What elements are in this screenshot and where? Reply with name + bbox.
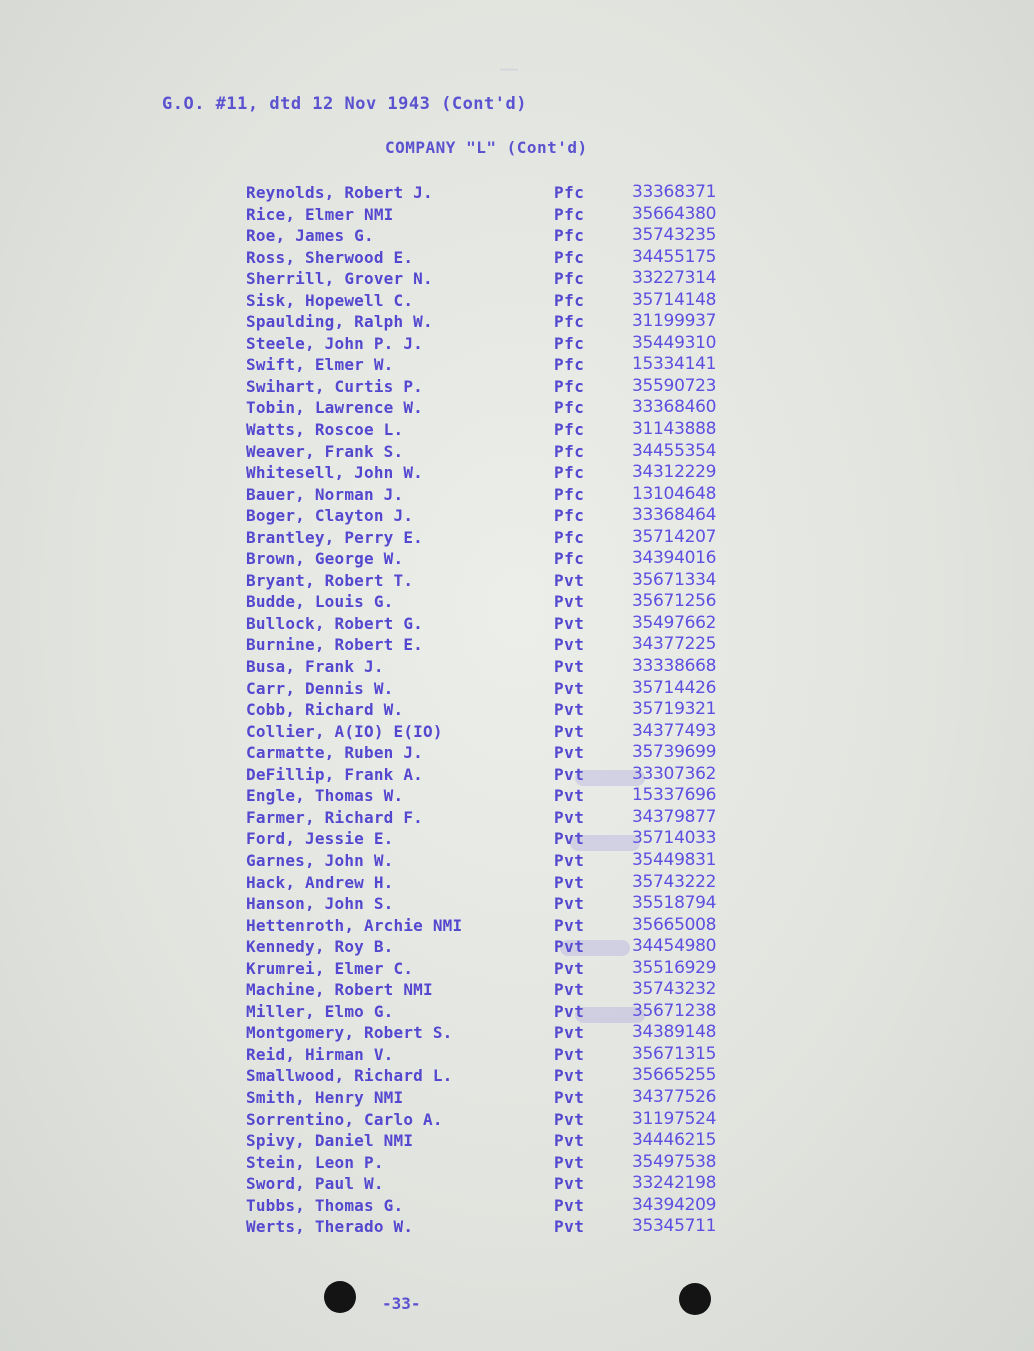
- roster-row: [246, 1173, 766, 1195]
- soldier-rank: Pvt: [554, 958, 585, 978]
- serial-number: 35714148: [632, 289, 717, 310]
- roster-row: [246, 678, 766, 700]
- roster-row: [246, 376, 766, 398]
- soldier-rank: Pfc: [554, 183, 585, 202]
- soldier-rank: Pfc: [554, 247, 585, 267]
- soldier-rank: Pvt: [554, 1174, 585, 1194]
- soldier-name: Carmatte, Ruben J.: [246, 743, 423, 763]
- serial-number: 35590723: [632, 375, 717, 396]
- roster-row: [246, 591, 766, 613]
- soldier-rank: Pfc: [554, 204, 585, 224]
- soldier-rank: Pfc: [554, 226, 585, 246]
- soldier-rank: Pvt: [554, 1195, 585, 1215]
- soldier-name: Sorrentino, Carlo A.: [246, 1109, 443, 1129]
- soldier-name: Burnine, Robert E.: [246, 635, 423, 655]
- serial-number: 31143888: [632, 419, 717, 440]
- soldier-name: Collier, A(IO) E(IO): [246, 721, 443, 741]
- serial-number: 33368460: [632, 397, 717, 418]
- serial-number: 35664380: [632, 203, 717, 224]
- soldier-rank: Pfc: [554, 312, 585, 332]
- soldier-name: Hanson, John S.: [246, 894, 394, 914]
- soldier-rank: Pfc: [554, 376, 585, 396]
- soldier-rank: Pvt: [554, 657, 585, 677]
- soldier-rank: Pfc: [554, 269, 585, 289]
- soldier-rank: Pfc: [554, 463, 585, 483]
- roster-row: [246, 958, 766, 980]
- soldier-name: Smith, Henry NMI: [246, 1087, 404, 1107]
- serial-number: 33368371: [632, 182, 717, 202]
- roster-row: [246, 204, 766, 226]
- soldier-name: Farmer, Richard F.: [246, 807, 423, 827]
- soldier-rank: Pvt: [554, 872, 585, 892]
- soldier-rank: Pvt: [554, 700, 585, 720]
- soldier-name: Cobb, Richard W.: [246, 700, 404, 720]
- soldier-name: Kennedy, Roy B.: [246, 937, 394, 957]
- soldier-rank: Pvt: [554, 1152, 585, 1172]
- soldier-name: Garnes, John W.: [246, 850, 394, 870]
- soldier-name: Sisk, Hopewell C.: [246, 290, 414, 310]
- roster-row: [246, 247, 766, 269]
- soldier-name: Roe, James G.: [246, 226, 374, 246]
- roster-row: [246, 742, 766, 764]
- roster-row: [246, 1001, 766, 1023]
- soldier-rank: Pvt: [554, 937, 585, 957]
- serial-number: 35665008: [632, 914, 717, 935]
- serial-number: 13104648: [632, 483, 717, 504]
- ink-smudge: [575, 770, 645, 786]
- roster-row: [246, 699, 766, 721]
- roster-row: [246, 268, 766, 290]
- soldier-rank: Pvt: [554, 592, 585, 612]
- serial-number: 34377526: [632, 1086, 717, 1107]
- serial-number: 35743222: [632, 871, 717, 892]
- soldier-rank: Pvt: [554, 1001, 585, 1021]
- soldier-rank: Pvt: [554, 786, 585, 806]
- ink-smudge: [570, 835, 640, 851]
- serial-number: 35719321: [632, 699, 717, 720]
- soldier-name: Reid, Hirman V.: [246, 1044, 394, 1064]
- soldier-name: Rice, Elmer NMI: [246, 204, 394, 224]
- soldier-name: Bullock, Robert G.: [246, 613, 423, 633]
- serial-number: 34377493: [632, 720, 717, 741]
- roster-row: [246, 785, 766, 807]
- roster-row: [246, 915, 766, 937]
- soldier-rank: Pvt: [554, 678, 585, 698]
- serial-number: 34455354: [632, 440, 717, 461]
- punch-hole-left: [324, 1281, 356, 1313]
- soldier-name: Reynolds, Robert J.: [246, 183, 433, 202]
- serial-number: 33242198: [632, 1173, 717, 1194]
- roster-row: [246, 872, 766, 894]
- soldier-name: Montgomery, Robert S.: [246, 1023, 453, 1043]
- serial-number: 35714207: [632, 526, 717, 547]
- soldier-name: Ford, Jessie E.: [246, 829, 394, 849]
- roster-row: [246, 828, 766, 850]
- soldier-rank: Pvt: [554, 1217, 585, 1237]
- roster-row: [246, 290, 766, 312]
- roster-row: [246, 807, 766, 829]
- soldier-rank: Pvt: [554, 764, 585, 784]
- serial-number: 34394016: [632, 548, 717, 569]
- soldier-rank: Pvt: [554, 1087, 585, 1107]
- serial-number: 35714033: [632, 828, 717, 849]
- serial-number: 34394209: [632, 1194, 717, 1215]
- serial-number: 15337696: [632, 785, 717, 806]
- serial-number: 35449310: [632, 332, 717, 353]
- soldier-name: Machine, Robert NMI: [246, 980, 433, 1000]
- serial-number: 35449831: [632, 849, 717, 870]
- general-order-heading: G.O. #11, dtd 12 Nov 1943 (Cont'd): [162, 94, 527, 114]
- company-heading: COMPANY "L" (Cont'd): [385, 138, 588, 157]
- soldier-name: Smallwood, Richard L.: [246, 1066, 453, 1086]
- soldier-rank: Pvt: [554, 915, 585, 935]
- serial-number: 33307362: [632, 763, 717, 784]
- serial-number: 15334141: [632, 354, 717, 375]
- serial-number: 35743235: [632, 225, 717, 246]
- serial-number: 34379877: [632, 806, 717, 827]
- soldier-rank: Pvt: [554, 743, 585, 763]
- soldier-name: Budde, Louis G.: [246, 592, 394, 612]
- roster-row: [246, 764, 766, 786]
- serial-number: 35671315: [632, 1043, 717, 1064]
- serial-number: 33368464: [632, 505, 717, 526]
- serial-number: 34389148: [632, 1022, 717, 1043]
- soldier-rank: Pfc: [554, 355, 585, 375]
- roster-row: [246, 936, 766, 958]
- page-number: -33-: [382, 1294, 421, 1313]
- soldier-name: Steele, John P. J.: [246, 333, 423, 353]
- soldier-name: Bryant, Robert T.: [246, 570, 414, 590]
- soldier-rank: Pfc: [554, 527, 585, 547]
- roster-row: [246, 333, 766, 355]
- serial-number: 35518794: [632, 893, 717, 914]
- soldier-rank: Pvt: [554, 570, 585, 590]
- soldier-rank: Pfc: [554, 506, 585, 526]
- roster-row: [246, 1130, 766, 1152]
- soldier-rank: Pfc: [554, 398, 585, 418]
- soldier-name: Bauer, Norman J.: [246, 484, 404, 504]
- soldier-name: Sword, Paul W.: [246, 1174, 384, 1194]
- soldier-name: Swihart, Curtis P.: [246, 376, 423, 396]
- roster-row: [246, 613, 766, 635]
- soldier-rank: Pvt: [554, 807, 585, 827]
- serial-number: 35714426: [632, 677, 717, 698]
- roster-row: [246, 354, 766, 376]
- soldier-rank: Pvt: [554, 1044, 585, 1064]
- serial-number: 34455175: [632, 246, 717, 267]
- soldier-name: Miller, Elmo G.: [246, 1001, 394, 1021]
- roster-row: [246, 484, 766, 506]
- serial-number: 35665255: [632, 1065, 717, 1086]
- roster-row: [246, 634, 766, 656]
- roster-row: [246, 570, 766, 592]
- roster-row: [246, 548, 766, 570]
- serial-number: 35345711: [632, 1216, 717, 1237]
- soldier-rank: Pvt: [554, 1023, 585, 1043]
- ink-smudge: [560, 940, 630, 956]
- soldier-name: Whitesell, John W.: [246, 463, 423, 483]
- soldier-rank: Pfc: [554, 420, 585, 440]
- punch-hole-right: [679, 1283, 711, 1315]
- roster-row: [246, 527, 766, 549]
- ink-smudge: [575, 1007, 645, 1023]
- soldier-name: Spaulding, Ralph W.: [246, 312, 433, 332]
- soldier-rank: Pvt: [554, 613, 585, 633]
- roster-row: [246, 311, 766, 333]
- soldier-name: Spivy, Daniel NMI: [246, 1131, 414, 1151]
- soldier-rank: Pvt: [554, 1109, 585, 1129]
- soldier-name: Krumrei, Elmer C.: [246, 958, 414, 978]
- soldier-rank: Pfc: [554, 290, 585, 310]
- soldier-rank: Pvt: [554, 635, 585, 655]
- soldier-name: Engle, Thomas W.: [246, 786, 404, 806]
- soldier-rank: Pvt: [554, 850, 585, 870]
- roster-row: [246, 1109, 766, 1131]
- soldier-rank: Pfc: [554, 484, 585, 504]
- soldier-rank: Pfc: [554, 441, 585, 461]
- serial-number: 31197524: [632, 1108, 717, 1129]
- soldier-name: Tubbs, Thomas G.: [246, 1195, 404, 1215]
- roster-row: [246, 1152, 766, 1174]
- soldier-name: Werts, Therado W.: [246, 1217, 414, 1237]
- serial-number: 35516929: [632, 957, 717, 978]
- serial-number: 33338668: [632, 656, 717, 677]
- roster-row: [246, 893, 766, 915]
- soldier-rank: Pvt: [554, 1066, 585, 1086]
- soldier-name: Carr, Dennis W.: [246, 678, 394, 698]
- soldier-name: Swift, Elmer W.: [246, 355, 394, 375]
- roster-row: [246, 1087, 766, 1109]
- roster-row: [246, 721, 766, 743]
- roster-row: [246, 1022, 766, 1044]
- serial-number: 35739699: [632, 742, 717, 763]
- serial-number: 31199937: [632, 311, 717, 332]
- serial-number: 33227314: [632, 268, 717, 289]
- soldier-name: Busa, Frank J.: [246, 657, 384, 677]
- serial-number: 35671238: [632, 1000, 717, 1021]
- soldier-rank: Pvt: [554, 1131, 585, 1151]
- roster-row: [246, 182, 766, 204]
- serial-number: 34454980: [632, 936, 717, 957]
- soldier-name: Tobin, Lawrence W.: [246, 398, 423, 418]
- roster-row: [246, 1195, 766, 1217]
- serial-number: 35671256: [632, 591, 717, 612]
- serial-number: 34446215: [632, 1130, 717, 1151]
- soldier-name: DeFillip, Frank A.: [246, 764, 423, 784]
- roster-row: [246, 1216, 766, 1238]
- roster-row: [246, 441, 766, 463]
- soldier-name: Brown, George W.: [246, 549, 404, 569]
- soldier-name: Sherrill, Grover N.: [246, 269, 433, 289]
- soldier-rank: Pvt: [554, 980, 585, 1000]
- soldier-name: Weaver, Frank S.: [246, 441, 404, 461]
- soldier-name: Hettenroth, Archie NMI: [246, 915, 463, 935]
- roster-row: [246, 419, 766, 441]
- serial-number: 35743232: [632, 979, 717, 1000]
- roster-row: [246, 1044, 766, 1066]
- bleed-through-smudge: ——: [500, 60, 519, 78]
- soldier-name: Ross, Sherwood E.: [246, 247, 414, 267]
- soldier-name: Stein, Leon P.: [246, 1152, 384, 1172]
- serial-number: 35671334: [632, 569, 717, 590]
- roster-row: [246, 979, 766, 1001]
- roster-row: [246, 1065, 766, 1087]
- roster-row: [246, 850, 766, 872]
- serial-number: 34377225: [632, 634, 717, 655]
- roster-row: [246, 225, 766, 247]
- serial-number: 35497662: [632, 612, 717, 633]
- soldier-rank: Pvt: [554, 721, 585, 741]
- roster-row: [246, 397, 766, 419]
- soldier-name: Hack, Andrew H.: [246, 872, 394, 892]
- soldier-rank: Pvt: [554, 829, 585, 849]
- roster-list: [246, 182, 766, 1238]
- roster-row: [246, 462, 766, 484]
- soldier-rank: Pvt: [554, 894, 585, 914]
- soldier-rank: Pfc: [554, 549, 585, 569]
- roster-row: [246, 505, 766, 527]
- soldier-name: Boger, Clayton J.: [246, 506, 414, 526]
- soldier-name: Watts, Roscoe L.: [246, 420, 404, 440]
- roster-row: [246, 656, 766, 678]
- soldier-rank: Pfc: [554, 333, 585, 353]
- serial-number: 35497538: [632, 1151, 717, 1172]
- serial-number: 34312229: [632, 462, 717, 483]
- soldier-name: Brantley, Perry E.: [246, 527, 423, 547]
